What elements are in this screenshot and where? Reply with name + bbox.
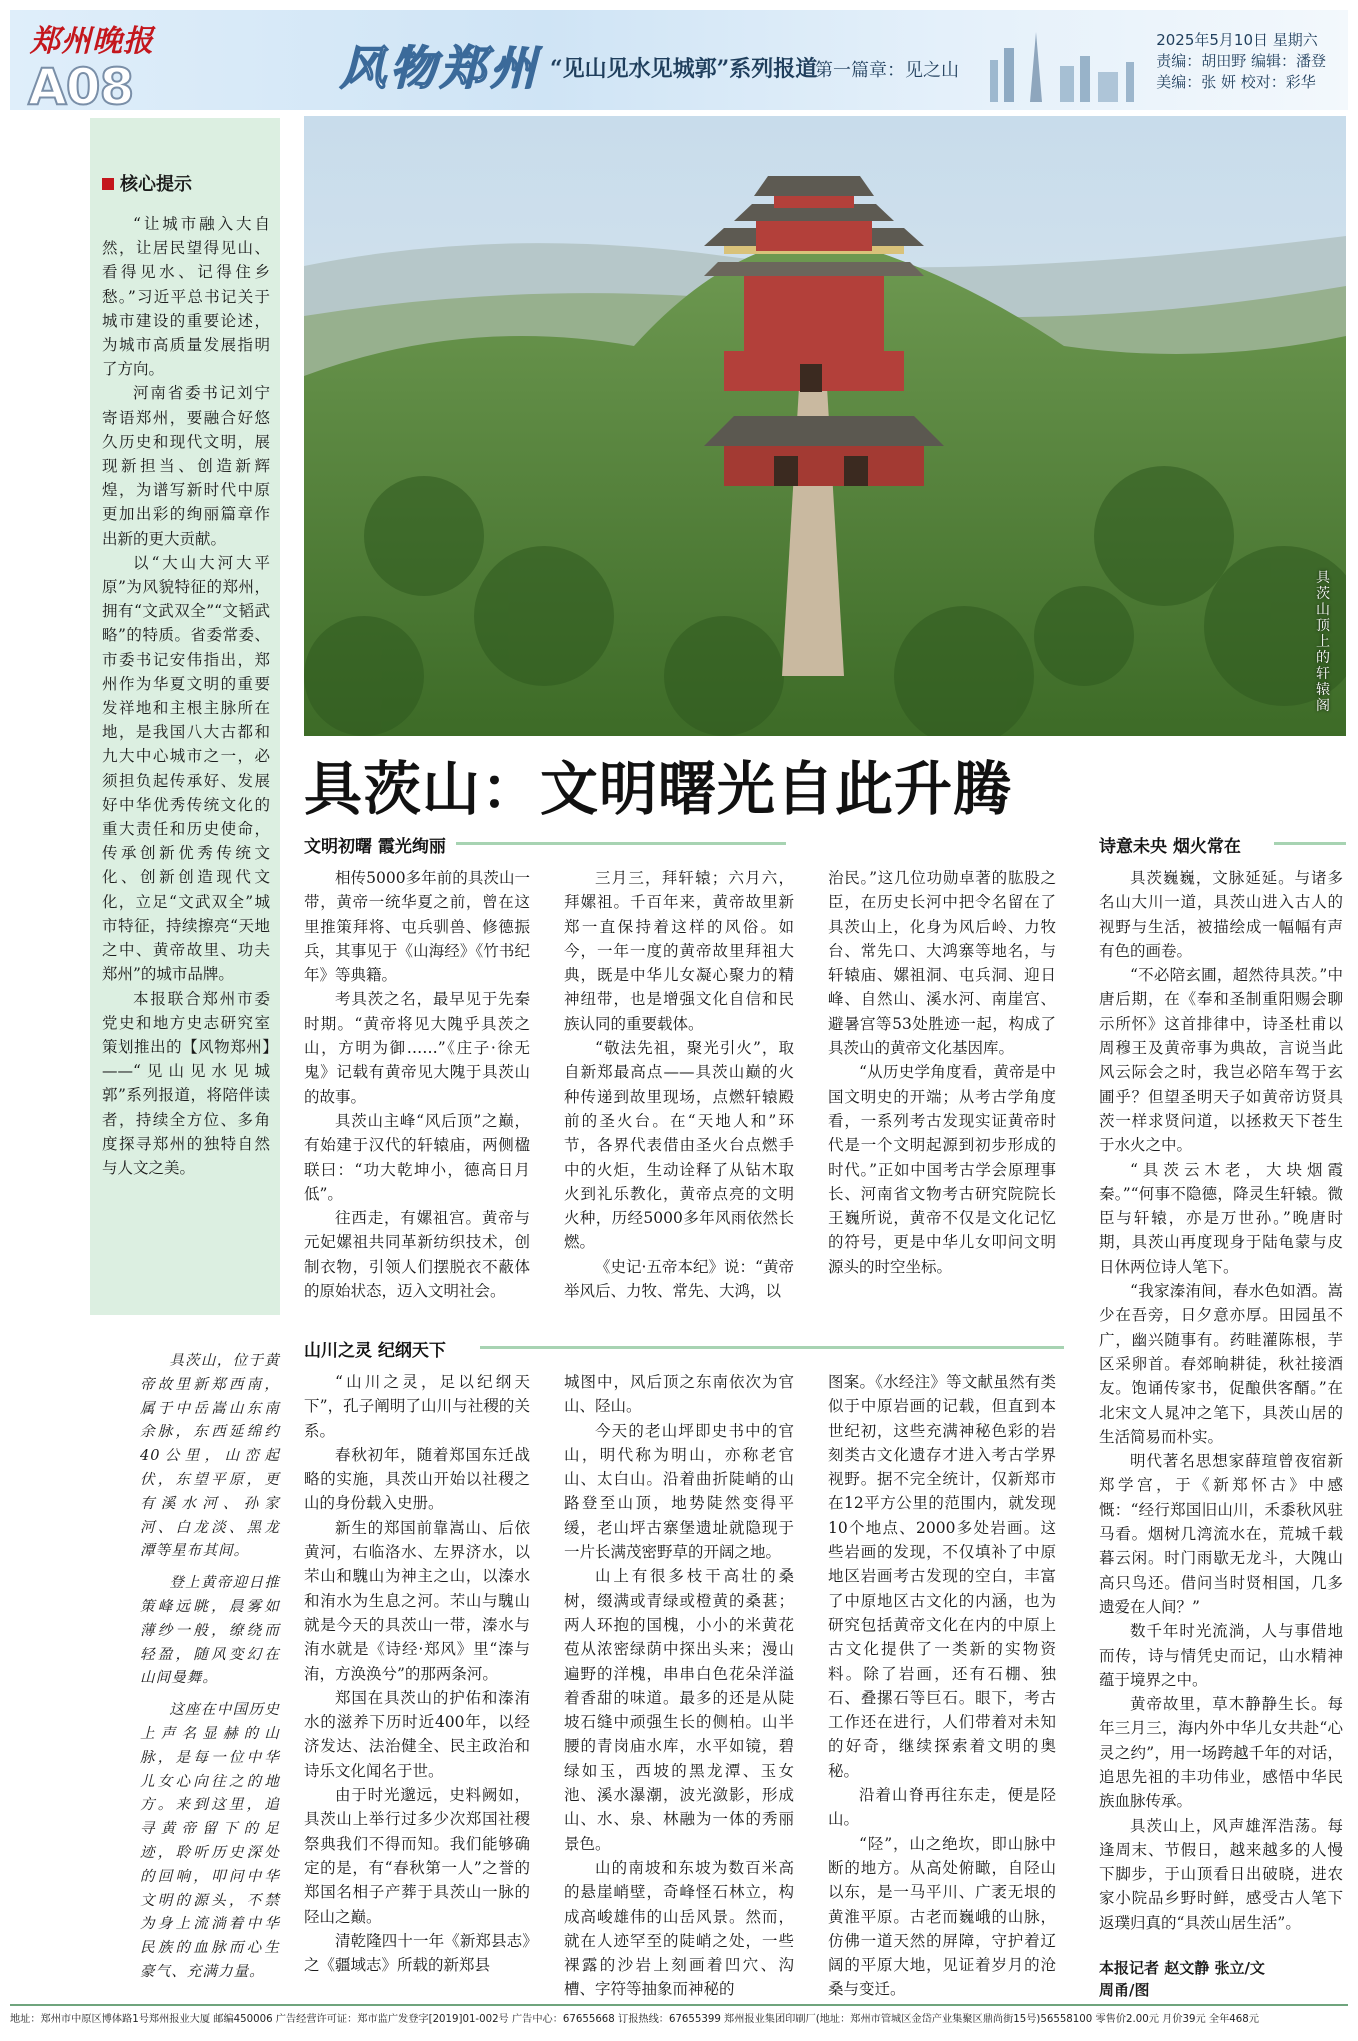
section-rule — [480, 1346, 1064, 1349]
summary-paragraph: 以“大山大河大平原”为风貌特征的郑州，拥有“文武双全”“文韬武略”的特质。省委常委、市委书记安伟指出，郑州作为华夏文明的重要发祥地和主根主脉所在地，是我国八大古都和九大中心城市之一，必须担负起传承好、发展好中华优秀传统文化的重大责任和历史使命，传承创新优秀传统文化、创新创造现代文化，立足“文武双全”城市特征，持续擦亮“天地之中、黄帝故里、功夫郑州”的城市品牌。 — [102, 553, 270, 984]
chapter-title: 第一篇章：见之山 — [815, 60, 959, 81]
article-paragraph: 山上有很多枝干高壮的桑树，缀满或青绿或橙黄的桑葚；两人环抱的国槐，小小的米黄花苞从浓密绿荫中探出头来；漫山遍野的洋槐，串串白色花朵洋溢着香甜的味道。最多的还是从陡坡石缝中顽强生长的侧柏。山半腰的青岗庙水库，水平如镜，碧绿如玉，西坡的黑龙潭、玉女池、溪水瀑潮，波光潋影，形成山、水、泉、林融为一体的秀丽景色。 — [564, 1567, 794, 1853]
byline-photographer: 周甬/图 — [1099, 1981, 1150, 1999]
photo-caption: 具茨山顶上的轩辕阁 — [1316, 570, 1330, 714]
hero-photo — [304, 116, 1346, 736]
article-paragraph: “山川之灵，足以纪纲天下”，孔子阐明了山川与社稷的关系。 — [304, 1373, 530, 1440]
issue-date: 2025年5月10日 星期六 — [1156, 31, 1318, 49]
article-paragraph: 治民。”这几位功勋卓著的肱股之臣，在历史长河中把令名留在了具茨山上，化身为风后岭、力牧台、常先口、大鸿寨等地名，与轩辕庙、嫘祖洞、屯兵洞、迎日峰、自然山、溪水河、南崖宫、避暑宫等53处胜迹一起，构成了具茨山的黄帝文化基因库。 — [828, 869, 1056, 1058]
intro-paragraph: 这座在中国历史上声名显赫的山脉，是每一位中华儿女心向往之的地方。来到这里，追寻黄帝留下的足迹，聆听历史深处的回响，叩问中华文明的源头，不禁为身上流淌着中华民族的血脉而心生豪气、充满力量。 — [140, 1701, 280, 1980]
article-paragraph: 具茨山上，风声雄浑浩荡。每逢周末、节假日，越来越多的人慢下脚步，于山顶看日出破晓，进农家小院品乡野时鲜，感受古人笔下返璞归真的“具茨山居生活”。 — [1099, 1816, 1343, 1932]
city-skyline-icon — [970, 22, 1170, 102]
designer-credits: 美编：张 妍 校对：彩华 — [1156, 73, 1316, 91]
article-paragraph: 沿着山脊再往东走，便是陉山。 — [828, 1786, 1056, 1829]
article-paragraph: 城图中，风后顶之东南依次为官山、陉山。 — [564, 1373, 794, 1416]
article-paragraph: 相传5000多年前的具茨山一带，黄帝一统华夏之前，曾在这里推策拜将、屯兵驯兽、修德振兵，其事见于《山海经》《竹书纪年》等典籍。 — [304, 869, 530, 985]
article-paragraph: 具茨巍巍，文脉延延。与诸多名山大川一道，具茨山进入古人的视野与生活，被描绘成一幅幅有声有色的画卷。 — [1099, 869, 1343, 960]
article-paragraph: “我家溱洧间，春水色如酒。嵩少在吾旁，日夕意亦厚。田园虽不广，幽兴随事有。药畦灌陈根，芋区采卵首。春郊晌耕徒，秋社接酒友。饱诵传家书，促酿供客醑。”在北宋文人晁冲之笔下，具茨山居的生活简易而朴实。 — [1099, 1282, 1343, 1446]
article-paragraph: 图案。《水经注》等文献虽然有类似于中原岩画的记载，但直到本世纪初，这些充满神秘色彩的岩刻类古文化遗存才进入考古学界视野。据不完全统计，仅新郑市在12平方公里的范围内，就发现10个地点、2000多处岩画。这些岩画的发现，不仅填补了中原地区岩画考古发现的空白，丰富了中原地区古文化的内涵，也为研究包括黄帝文化在内的中原上古文化提供了一类新的实物资料。除了岩画，还有石棚、独石、叠摞石等巨石。眼下，考古工作还在进行，人们带着对未知的好奇，继续探索着文明的奥秘。 — [828, 1373, 1056, 1780]
byline-writers: 本报记者 赵文静 张立/文 — [1099, 1959, 1265, 1977]
core-summary-text — [102, 212, 270, 1180]
core-summary-title: 核心提示 — [102, 170, 192, 196]
article-column — [828, 1370, 1056, 2002]
footer-rule — [10, 2004, 1348, 2006]
article-paragraph: 三月三，拜轩辕；六月六，拜嫘祖。千百年来，黄帝故里新郑一直保持着这样的风俗。如今，一年一度的黄帝故里拜祖大典，既是中华儿女凝心聚力的精神纽带，也是增强文化自信和民族认同的重要载体。 — [564, 869, 794, 1033]
summary-paragraph: “让城市融入大自然，让居民望得见山、看得见水、记得住乡愁。”习近平总书记关于城市建设的重要论述，为城市高质量发展指明了方向。 — [102, 215, 270, 379]
article-paragraph: “陉”，山之绝坎，即山脉中断的地方。从高处俯瞰，自陉山以东，是一马平川、广袤无垠的黄淮平原。古老而巍峨的山脉，仿佛一道天然的屏障，守护着辽阔的平原大地，见证着岁月的沧桑与变迁。 — [828, 1834, 1056, 1999]
edition-meta — [1156, 30, 1326, 93]
article-paragraph: 明代著名思想家薛瑄曾夜宿新郑学宫，于《新郑怀古》中感慨：“经行郑国旧山川，禾黍秋风驻马看。烟树几湾流水在，荒城千载暮云闲。时门雨歇无龙斗，大隗山高只鸟还。借问当时贤相国，几多遗爱在人间？” — [1099, 1452, 1343, 1616]
intro-paragraph: 具茨山，位于黄帝故里新郑西南，属于中岳嵩山东南余脉，东西延绵约40公里，山峦起伏，东望平原，更有溪水河、孙家河、白龙淡、黑龙潭等星布其间。 — [140, 1352, 280, 1560]
article-paragraph: 具茨山主峰“风后顶”之巅，有始建于汉代的轩辕庙，两侧楹联曰：“功大乾坤小，德高日月低”。 — [304, 1111, 530, 1203]
section-rule — [456, 842, 786, 845]
article-paragraph: 由于时光邈远，史料阙如，具茨山上举行过多少次郑国社稷祭典我们不得而知。我们能够确定的是，有“春秋第一人”之誉的郑国名相子产葬于具茨山一脉的陉山之巅。 — [304, 1786, 530, 1926]
article-paragraph: “具茨云木老，大块烟霞秦。”“何事不隐德，降灵生轩辕。微臣与轩辕，亦是万世孙。”晚唐时期，具茨山再度现身于陆龟蒙与皮日休两位诗人笔下。 — [1099, 1160, 1343, 1276]
section-heading: 文明初曙 霞光绚丽 — [304, 837, 446, 857]
article-paragraph: “不必陪玄圃，超然待具茨。”中唐后期，在《奉和圣制重阳赐会聊示所怀》这首排律中，诗圣杜甫以周穆王及黄帝事为典故，言说当此风云际会之时，我岂必陪车驾于玄圃乎？但望圣明天子如黄帝访贤具茨一样求贤问道，以拯救天下苍生于水火之中。 — [1099, 966, 1343, 1155]
summary-paragraph: 本报联合郑州市委党史和地方史志研究室策划推出的【风物郑州】——“见山见水见城郭”系列报道，将陪伴读者，持续全方位、多角度探寻郑州的独特自然与人文之美。 — [102, 989, 270, 1177]
intro-paragraph: 登上黄帝迎日推策峰远眺，晨雾如薄纱一般，缭绕而轻盈，随风变幻在山间曼舞。 — [140, 1574, 280, 1687]
red-square-icon — [102, 178, 114, 190]
article-paragraph: 清乾隆四十一年《新郑县志》之《疆域志》所载的新郑县 — [304, 1931, 530, 1975]
article-paragraph: 数千年时光流淌，人与事借地而传，诗与情凭史而记，山水精神蕴于境界之中。 — [1099, 1622, 1343, 1689]
article-paragraph: 考具茨之名，最早见于先秦时期。“黄帝将见大隗乎具茨之山，方明为御……”《庄子·徐无鬼》记载有黄帝见大隗于具茨山的故事。 — [304, 990, 530, 1106]
column-title: 风物郑州 — [340, 41, 540, 95]
article-paragraph: 《史记·五帝本纪》说：“黄帝举风后、力牧、常先、大鸿，以 — [564, 1257, 794, 1301]
article-headline: 具茨山：文明曙光自此升腾 — [304, 755, 1013, 823]
intro-sidebar — [140, 1349, 280, 1992]
article-paragraph: 郑国在具茨山的护佑和溱洧水的滋养下历时近400年，以经济发达、法治健全、民主政治和诗乐文化闻名于世。 — [304, 1688, 530, 1780]
article-paragraph: 新生的郑国前靠嵩山、后依黄河，右临洛水、左界济水，以芣山和騩山为神主之山，以溱水和洧水为生息之河。芣山与騩山就是今天的具茨山一带，溱水与洧水就是《诗经·郑风》里“溱与洧，方涣涣兮”的那两条河。 — [304, 1518, 530, 1683]
article-paragraph: 山的南坡和东坡为数百米高的悬崖峭壁，奇峰怪石林立，构成高峻雄伟的山岳风景。然而，就在人迹罕至的陡峭之处，一些裸露的沙岩上刻画着凹穴、沟槽、字符等抽象而神秘的 — [564, 1858, 794, 1999]
article-paragraph: 往西走，有嫘祖宫。黄帝与元妃嫘祖共同革新纺织技术，创制衣物，引领人们摆脱衣不蔽体的原始状态，迈入文明社会。 — [304, 1209, 530, 1301]
series-title: “见山见水见城郭”系列报道 — [550, 56, 818, 82]
article-column — [304, 1370, 530, 1977]
article-paragraph: “从历史学角度看，黄帝是中国文明史的开端；从考古学角度看，一系列考古发现实证黄帝时代是一个文明起源到初步形成的时代。”正如中国考古学会原理事长、河南省文物考古研究院院长王巍所说，黄帝不仅是文化记忆的符号，更是中华儿女叩问文明源头的时空坐标。 — [828, 1063, 1056, 1276]
article-paragraph: “敬法先祖，聚光引火”，取自新郑最高点——具茨山巅的火种传递到故里现场，点燃轩辕殿前的圣火台。在“天地人和”环节，各界代表借由圣火台点燃手中的火炬，生动诠释了从钻木取火到礼乐教化，黄帝点亮的文明火种，历经5000多年风雨依然长燃。 — [564, 1039, 794, 1252]
editor-credits: 责编：胡田野 编辑：潘登 — [1156, 52, 1326, 70]
page-number: A08 — [28, 58, 134, 110]
footer-info: 地址：郑州市中原区博体路1号郑州报业大厦 邮编450006 广告经营许可证：郑市监广发登字[2019]01-002号 广告中心：67655668 订报热线：67655399 郑州报业集团印刷厂(地址：郑州市管城区金岱产业集聚区鼎尚街15号)56558100 零售价2.00元 月价39元 全年468元 — [10, 2014, 1259, 2025]
article-column — [1099, 866, 1343, 1935]
xuanyuan-pavilion-illustration — [304, 116, 1346, 736]
section-heading: 山川之灵 纪纲天下 — [304, 1341, 446, 1361]
section-rule — [1274, 842, 1346, 845]
article-paragraph: 今天的老山坪即史书中的官山，明代称为明山，亦称老官山、太白山。沿着曲折陡峭的山路登至山顶，地势陡然变得平缓，老山坪古寨堡遗址就隐现于一片长满茂密野草的开阔之地。 — [564, 1421, 794, 1562]
article-column — [828, 866, 1056, 1279]
article-column — [564, 866, 794, 1303]
byline — [1099, 1957, 1265, 2001]
section-heading: 诗意未央 烟火常在 — [1099, 837, 1241, 857]
summary-paragraph: 河南省委书记刘宁寄语郑州，要融合好悠久历史和现代文明，展现新担当、创造新辉煌，为谱写新时代中原更加出彩的绚丽篇章作出新的更大贡献。 — [102, 384, 270, 548]
article-column — [304, 866, 530, 1303]
article-column — [564, 1370, 794, 2002]
article-paragraph: 黄帝故里，草木静静生长。每年三月三，海内外中华儿女共赴“心灵之约”，用一场跨越千年的对话，追思先祖的丰功伟业，感悟中华民族血脉传承。 — [1099, 1695, 1343, 1811]
newspaper-logo: 郑州晚报 — [30, 24, 154, 59]
article-paragraph: 春秋初年，随着郑国东迁战略的实施，具茨山开始以社稷之山的身份载入史册。 — [304, 1445, 530, 1513]
masthead — [10, 10, 1348, 110]
